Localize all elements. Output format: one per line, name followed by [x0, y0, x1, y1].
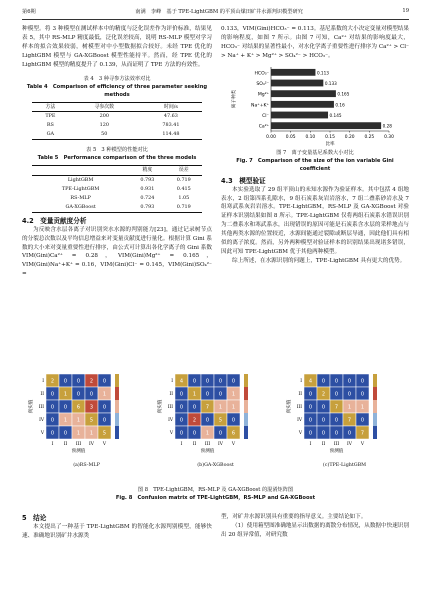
table-header-cell [32, 166, 129, 176]
x-tick-label: 0.05 [285, 134, 296, 140]
table-row [32, 194, 202, 203]
legend-swatch [244, 374, 248, 387]
row-class-label: II [40, 392, 44, 398]
matrix-value: 0 [179, 404, 184, 411]
value-label: 0.133 [324, 80, 337, 86]
matrix-value: 0 [360, 417, 365, 424]
value-label: 0.145 [329, 112, 342, 118]
table-cell: RS [46, 122, 54, 129]
table-header-cell: 寻参次数 [94, 103, 115, 110]
bar [271, 69, 315, 76]
matrix-value: 0 [63, 378, 68, 385]
matrix-value: 2 [50, 378, 55, 385]
table-cell: 0.724 [140, 194, 155, 201]
col-class-label: V [231, 442, 236, 447]
table-header-cell: 误差 [178, 167, 189, 174]
right-bottom-paragraph-2: （1）使用箱型图准确地显示出数据的离散分布情况，从数据中快速识别出 20 组异常值，对研究数 [221, 522, 409, 538]
matrix-value: 7 [205, 404, 210, 411]
matrix-value: 0 [89, 391, 94, 398]
value-label: 0.165 [337, 91, 350, 97]
matrix-value: 7 [334, 404, 339, 411]
matrix-value: 0 [63, 430, 68, 437]
table-cell: GA-XGBoost [65, 203, 96, 210]
matrix-value: 6 [231, 430, 236, 437]
fig8-caption-en: Fig. 8 Confusion matrix of TPE-LightGBM，RS-MLP and GA-XGBoost [115, 495, 316, 501]
col-class-label: II [321, 442, 326, 447]
row-class-label: III [296, 405, 302, 411]
subfigure-caption: (a)RS-MLP [73, 463, 100, 468]
legend-swatch [373, 387, 377, 400]
category-label: Cl⁻ [262, 113, 269, 119]
matrix-value: 0 [205, 417, 210, 424]
bar [271, 101, 334, 108]
matrix-value: 5 [89, 417, 94, 424]
confusion-matrix-panel [151, 372, 280, 468]
col-class-label: III [204, 442, 211, 447]
fig8-caption [22, 486, 409, 502]
category-label: SO₄²⁻ [256, 81, 269, 87]
table-cell: 120 [99, 122, 109, 129]
legend-swatch [244, 400, 248, 413]
legend-swatch [244, 426, 248, 439]
x-axis-label: 预测值 [71, 449, 86, 454]
matrix-value: 1 [102, 391, 107, 398]
table-header-cell: 精度 [142, 167, 153, 174]
table-header-cell: 方法 [45, 103, 56, 110]
value-label: 0.28 [382, 123, 392, 129]
table-row [32, 185, 202, 194]
matrix-value: 1 [347, 404, 352, 411]
x-tick-label: 0.10 [305, 134, 316, 140]
legend-swatch [244, 387, 248, 400]
col-class-label: V [102, 442, 107, 447]
subfigure-caption: (c)TPE-LightGBM [322, 463, 367, 468]
row-class-label: II [298, 392, 302, 398]
matrix-value: 0 [192, 378, 197, 385]
section-4-2-heading: 4.2 变量贡献度分析 [22, 216, 87, 225]
matrix-value: 0 [192, 430, 197, 437]
x-tick-label: 0.15 [325, 134, 335, 140]
matrix-value: 0 [179, 391, 184, 398]
x-axis-label: 比率 [325, 141, 335, 147]
col-class-label: I [180, 442, 183, 447]
table-cell: TPE-LightGBM [61, 185, 100, 192]
matrix-value: 0 [347, 430, 352, 437]
bar [271, 122, 381, 129]
matrix-value: 3 [89, 404, 94, 411]
matrix-value: 0 [321, 430, 326, 437]
row-class-label: I [300, 379, 302, 385]
matrix-value: 1 [231, 391, 236, 398]
section-4-3-heading: 4.3 模型验证 [221, 176, 266, 185]
matrix-value: 7 [347, 417, 352, 424]
matrix-value: 0 [231, 378, 236, 385]
matrix-value: 5 [102, 430, 107, 437]
matrix-value: 1 [192, 391, 197, 398]
matrix-value: 0 [205, 391, 210, 398]
gini-bar-chart [227, 63, 407, 149]
col-class-label: III [333, 442, 340, 447]
matrix-value: 1 [76, 417, 81, 424]
category-label: Mg²⁺ [257, 92, 269, 98]
row-class-label: IV [297, 418, 302, 424]
matrix-value: 0 [192, 404, 197, 411]
table-cell: GA [46, 131, 55, 138]
col-class-label: II [192, 442, 197, 447]
table-cell: 47.63 [163, 113, 178, 120]
matrix-value: 0 [179, 417, 184, 424]
y-axis-label: 真实值 [29, 399, 34, 414]
x-tick-label: 0.30 [384, 134, 394, 140]
legend-swatch [115, 413, 119, 426]
matrix-value: 2 [89, 378, 94, 385]
matrix-value: 6 [76, 404, 81, 411]
right-column-bottom [221, 513, 409, 540]
running-header [22, 8, 409, 20]
page-number: 19 [402, 8, 409, 14]
bar [271, 79, 323, 86]
matrix-value: 1 [218, 404, 223, 411]
matrix-value: 1 [89, 430, 94, 437]
legend-swatch [373, 400, 377, 413]
matrix-value: 0 [218, 391, 223, 398]
x-tick-label: 0.25 [364, 134, 375, 140]
matrix-value: 2 [192, 417, 197, 424]
table-cell: 1.05 [178, 194, 190, 201]
matrix-value: 0 [50, 404, 55, 411]
matrix-value: 1 [63, 417, 68, 424]
matrix-value: 0 [334, 378, 339, 385]
table-cell: LightGBM [67, 177, 94, 184]
col-class-label: IV [89, 442, 94, 447]
matrix-value: 1 [205, 430, 210, 437]
matrix-value: 0 [218, 378, 223, 385]
left-paragraph-2: 为反映含水层各离子对识别突水水源的判别能力[23]，通过记录树节点的分裂总次数以及平均信息增益来对变量贡献度进行量化。根据计算 Gini 系数的大小来对变量重要性进行排序，由公式可计算出各化学离子的 Gini 系数 VIM(Gini)Ca²⁺ = 0.28，VIM(Gini)Mg²⁺ = 0.165，VIM(Gini)Na⁺+K⁺ = 0.16，VIM(Gini)Cl⁻ = 0.145，VIM(Gini)SO₄²⁻ = [22, 226, 212, 278]
table-cell: 200 [99, 113, 109, 120]
matrix-value: 0 [360, 378, 365, 385]
row-class-label: I [171, 379, 173, 385]
matrix-value: 0 [308, 430, 313, 437]
table5-caption-en: Table 5 Performance comparison of the three models [37, 155, 197, 162]
table-cell: 0.931 [140, 185, 155, 192]
col-class-label: II [63, 442, 68, 447]
matrix-value: 0 [50, 430, 55, 437]
row-class-label: I [42, 379, 44, 385]
matrix-value: 1 [360, 404, 365, 411]
col-class-label: IV [347, 442, 352, 447]
matrix-value: 0 [360, 391, 365, 398]
matrix-value: 0 [231, 417, 236, 424]
table-row [32, 121, 202, 130]
table-row [32, 176, 202, 185]
matrix-value: 0 [102, 404, 107, 411]
table-cell: 0.719 [176, 203, 191, 210]
issue-number: 第6期 [22, 9, 36, 15]
section-5-heading: 5 结论 [22, 514, 47, 522]
left-column-bottom [22, 513, 212, 541]
row-class-label: V [169, 431, 173, 437]
matrix-value: 0 [308, 404, 313, 411]
right-bottom-paragraph: 型，对矿井水源识别具有重要的指导意义。主要结论如下。 [221, 514, 367, 520]
legend-swatch [115, 387, 119, 400]
matrix-value: 0 [218, 430, 223, 437]
right-paragraph-3: 综上所述，在水源识别的问题上，TPE-LightGBM 具有更大的优势。 [232, 257, 406, 264]
fig7-caption-cn: 图 7 离子变量基尼系数大小对比 [276, 149, 354, 156]
category-label: Na⁺+K⁺ [251, 102, 269, 108]
bar [271, 90, 336, 97]
matrix-value: 0 [334, 430, 339, 437]
legend-swatch [373, 374, 377, 387]
left-column [22, 25, 212, 279]
matrix-value: 0 [102, 378, 107, 385]
row-class-label: V [40, 431, 44, 437]
confusion-matrices [22, 372, 409, 482]
bar [271, 111, 328, 118]
row-class-label: V [298, 431, 302, 437]
matrix-value: 0 [334, 417, 339, 424]
confusion-matrix [22, 372, 151, 458]
table-cell: 0.793 [140, 177, 155, 184]
right-paragraph-2: 本实验选取了 29 组平顶山的未知水源作为验证样本。其中包括 4 组地表水，2 组第四系孔隙水，9 组石炭系灰岩岩溶水，7 组二叠系砂岩水及 7 组寒武系灰岩岩溶水。TPE-LightGBM，RS-MLP 及 GA-XGBoost 对验证样本识别结果如图 8 所示。TPE-LightGBM 仅将两组石炭系水错误识别为二叠系水和寒武系水，出现错误的原因可能是石炭系含水层的采样地点与其他两类水源的位置较近，水源间能通过裂隙或断层导通，因此他们具有相似的离子浓度。然而，另外两种模型对验证样本的识别结果出现诸多错误，因此可知 TPE-LightGBM 优于其他两种模型。 [221, 186, 409, 255]
table-cell: RS-MLP [70, 194, 91, 201]
y-axis-label: 真实值 [158, 399, 163, 414]
matrix-value: 0 [347, 391, 352, 398]
subfigure-caption: (b)GA-XGBoost [197, 463, 234, 468]
y-axis-label: 离子种类 [232, 89, 237, 108]
row-class-label: IV [39, 418, 44, 424]
matrix-value: 0 [347, 378, 352, 385]
value-label: 0.113 [316, 69, 329, 75]
table-row [32, 130, 202, 139]
matrix-value: 0 [102, 417, 107, 424]
confusion-matrix [151, 372, 280, 458]
x-axis-label: 预测值 [329, 449, 344, 454]
col-class-label: I [309, 442, 312, 447]
matrix-value: 7 [360, 430, 365, 437]
conclusion-paragraph: 本文提出了一种基于 TPE-LightGBM 的智能化水源判别模型，能够快速、准确地识别矿井水源类 [22, 524, 212, 539]
col-class-label: V [360, 442, 365, 447]
table-cell: 0.415 [176, 185, 191, 192]
right-column [221, 25, 409, 266]
matrix-value: 0 [334, 391, 339, 398]
legend-swatch [115, 374, 119, 387]
table-header-cell: 时间/s [163, 103, 178, 110]
matrix-value: 0 [205, 378, 210, 385]
table4-caption-en: Table 4 Comparison of efficiency of three parameter seeking methods [26, 83, 208, 98]
col-class-label: III [75, 442, 82, 447]
table-cell: 114.48 [162, 131, 180, 138]
table-cell: 783.41 [162, 122, 180, 129]
matrix-value: 0 [63, 404, 68, 411]
matrix-value: 5 [218, 417, 223, 424]
matrix-value: 0 [50, 391, 55, 398]
x-axis-label: 预测值 [200, 449, 215, 454]
row-class-label: IV [168, 418, 173, 424]
legend-swatch [115, 426, 119, 439]
matrix-value: 0 [321, 404, 326, 411]
left-paragraph-1: 种模型。将 3 种模型在测试样本中的精度与泛化误差作为评价标准，结果见表 5，其中 RS-MLP 精度最低，泛化误差较高，说明 RS-MLP 模型对学习样本的拟合效果较弱，树模型对中小型数据拟合较好。未经 TPE 优化的 LightGBM 模型与 GA-XGBoost 模型性能持平。然而，经 TPE 优化的 LightGBM 模型的精度提升了 0.139，从而证明了 TPE 方法的有效性。 [22, 26, 212, 68]
category-label: Ca²⁺ [258, 124, 269, 130]
matrix-value: 2 [321, 391, 326, 398]
right-paragraph-1: 0.133，VIM(Gini)HCO₃⁻ = 0.113。基尼系数的大小决定变量对模型结果的影响程度，如图 7 所示。由图 7 可知，Ca²⁺ 对结果的影响度最大，HCO₃⁻ 对结果的显著性最小，对水化学离子重要性进行排序为 Ca²⁺ > Cl⁻ > Na⁺ + K⁺ > Mg²⁺ > SO₄²⁻ > HCO₃⁻。 [221, 26, 409, 59]
col-class-label: I [51, 442, 54, 447]
row-class-label: III [167, 405, 173, 411]
fig7-caption-en: Fig. 7 Comparison of the size of the ion variable Gini coefficient [236, 157, 394, 172]
matrix-value: 1 [63, 391, 68, 398]
table-cell: 50 [101, 131, 108, 138]
matrix-value: 0 [179, 430, 184, 437]
table4 [32, 102, 202, 141]
fig8-caption-cn: 图 8 TPE-LightGBM，RS-MLP 及 GA-XGBoost 的混淆矩阵图 [137, 487, 294, 493]
matrix-value: 0 [50, 417, 55, 424]
confusion-matrix-panel [22, 372, 151, 468]
matrix-value: 1 [231, 404, 236, 411]
table-cell: TPE [45, 113, 56, 120]
matrix-value: 0 [76, 391, 81, 398]
header-title: 南满 李峰 基于 TPE-LightGBM 的平顶山煤田矿井水源判识模型研究 [135, 9, 303, 15]
col-class-label: IV [218, 442, 223, 447]
legend-swatch [373, 426, 377, 439]
table-row [32, 112, 202, 121]
table-cell: 0.793 [140, 203, 155, 210]
matrix-value: 4 [179, 378, 184, 385]
category-label: HCO₃⁻ [254, 70, 269, 76]
x-tick-label: 0.20 [344, 134, 355, 140]
row-class-label: III [38, 405, 44, 411]
table-row [32, 203, 202, 212]
confusion-matrix [280, 372, 409, 458]
legend-swatch [373, 413, 377, 426]
legend-swatch [115, 400, 119, 413]
y-axis-label: 真实值 [287, 399, 292, 414]
table4-caption-cn: 表 4 3 种寻参方法效率对比 [83, 75, 151, 82]
matrix-value: 0 [308, 391, 313, 398]
row-class-label: II [169, 392, 173, 398]
matrix-value: 0 [321, 378, 326, 385]
table5 [32, 165, 202, 213]
x-tick-label: 0.00 [266, 134, 276, 140]
matrix-value: 0 [308, 417, 313, 424]
matrix-value: 0 [76, 378, 81, 385]
legend-swatch [244, 413, 248, 426]
matrix-value: 1 [76, 430, 81, 437]
table5-caption-cn: 表 5 3 种模型的性能对比 [86, 147, 148, 154]
table-cell: 0.719 [176, 177, 191, 184]
matrix-value: 0 [321, 417, 326, 424]
matrix-value: 4 [308, 378, 313, 385]
confusion-matrix-panel [280, 372, 409, 468]
value-label: 0.16 [335, 101, 345, 107]
